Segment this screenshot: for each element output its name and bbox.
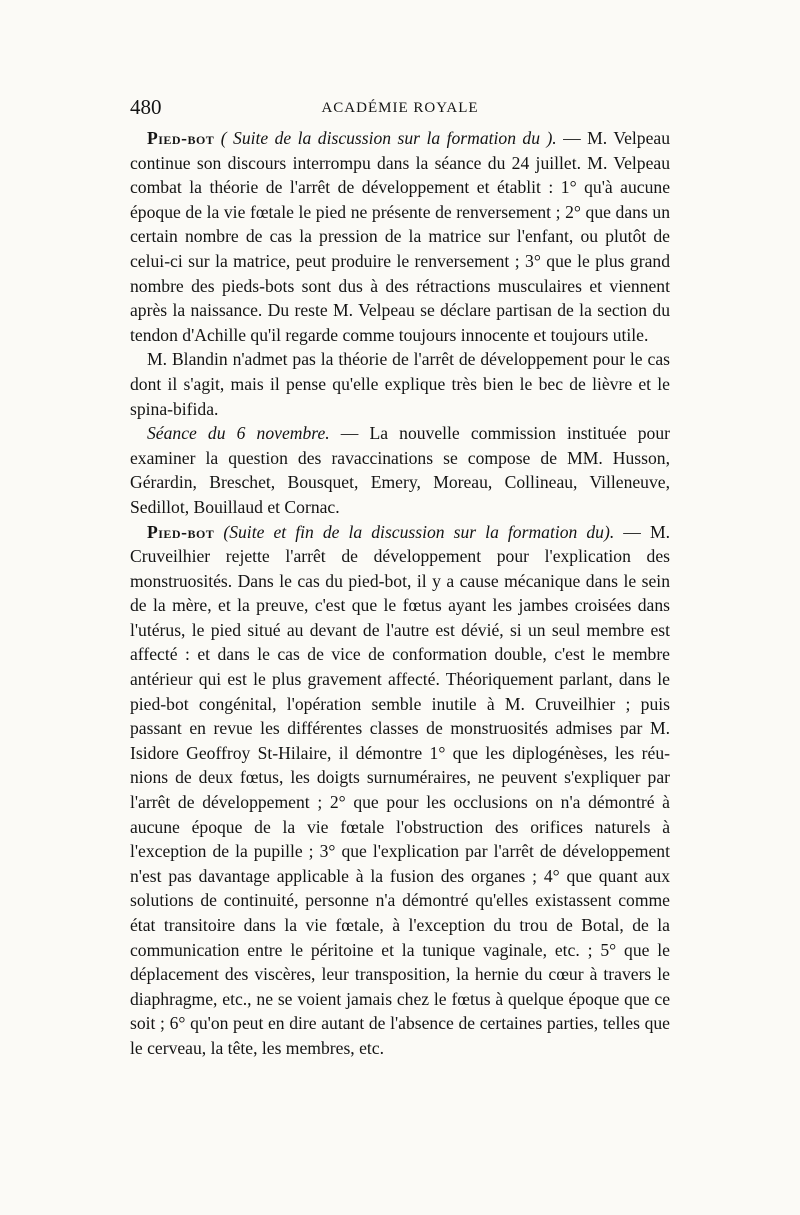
running-title: ACADÉMIE ROYALE: [321, 100, 479, 116]
paragraph-blandin: [130, 347, 670, 421]
paragraph-text: M. Blandin n'admet pas la théorie de l'arrêt de développement pour le cas dont il s'agit, mais il pense qu'elle explique très bien le bec de lièvre et le spina-bifida.: [130, 349, 670, 419]
paragraph-text: — M. Velpeau continue son discours interrompu dans la séance du 24 juillet. M. Velpeau combat la théorie de l'arrêt de développement et établit : 1° qu'à aucune époque de la vie fœtale le pied ne présente de renversement ; 2° que dans un certain nombre de cas la pression de la matrice sur l'enfant, ou plutôt de celui-ci sur la matrice, peut produire le renversement ; 3° que le plus grand nombre des pieds-bots sont dus à des rétractions musculaires et viennent après la naissance. Du reste M. Velpeau se déclare partisan de la section du tendon d'Achille qu'il regarde comme toujours innocente et toujours utile.: [130, 128, 670, 345]
section-subheading: (Suite et fin de la discussion sur la formation du).: [214, 521, 615, 542]
paragraph-pied-bot-velpeau: [130, 126, 670, 347]
page-header: [130, 96, 670, 118]
paragraph-seance-6-novembre: [130, 421, 670, 519]
paragraph-pied-bot-cruveilhier: [130, 520, 670, 1061]
body-text: [130, 126, 670, 1061]
section-subheading: ( Suite de la discussion sur la formation du ).: [214, 128, 557, 148]
section-heading: Pied-bot: [147, 128, 215, 148]
page-number: 480: [130, 95, 162, 119]
paragraph-text: — M. Cruveilhier rejette l'arrêt de développement pour l'explication des monstruosités. Dans le cas du pied-bot, il y a cause mécanique dans le sein de la mère, et la preuve, c'est que le fœtus ayant les jambes croisées dans l'utérus, le pied situé au devant de l'autre est dévié, si un seul membre est affecté : et dans le cas de vice de conformation double, c'est le membre antérieur qui est le plus gravement affecté. Théoriquement parlant, dans le pied-bot congénital, l'opération semble inutile à M. Cruveilhier ; puis passant en revue les différentes classes de monstruosités admises par M. Isidore Geoffroy St-Hilaire, il démontre 1° que les diplogénèses, les réunions de deux fœtus, les doigts surnuméraires, ne peuvent s'expliquer par l'arrêt de développement ; 2° que pour les occlusions on n'a démontré à aucune époque de la vie fœtale l'obstruction des orifices naturels à l'exception de la pupille ; 3° que l'explication par l'arrêt de développement n'est pas davantage applicable à la fusion des organes ; 4° que quant aux solutions de continuité, personne n'a démontré qu'elles existassent comme état transitoire dans la vie fœtale, à l'exception du trou de Botal, de la communication entre le péritoine et la tunique vaginale, etc. ; 5° que le déplacement des viscères, leur transposition, la hernie du cœur à travers le diaphragme, etc., ne se voient jamais chez le fœtus à quelque époque que ce soit ; 6° qu'on peut en dire autant de l'absence de certaines parties, telles que le cerveau, la tête, les membres, etc.: [130, 521, 671, 1058]
paragraph-text: — La nouvelle commission instituée pour examiner la question des ravaccinations se compose de MM. Husson, Gérardin, Breschet, Bousquet, Emery, Moreau, Collineau, Villeneuve, Sedillot, Bouillaud et Cornac.: [130, 423, 670, 517]
section-heading: Pied-bot: [147, 521, 215, 542]
session-date: Séance du 6 novembre.: [147, 423, 330, 444]
